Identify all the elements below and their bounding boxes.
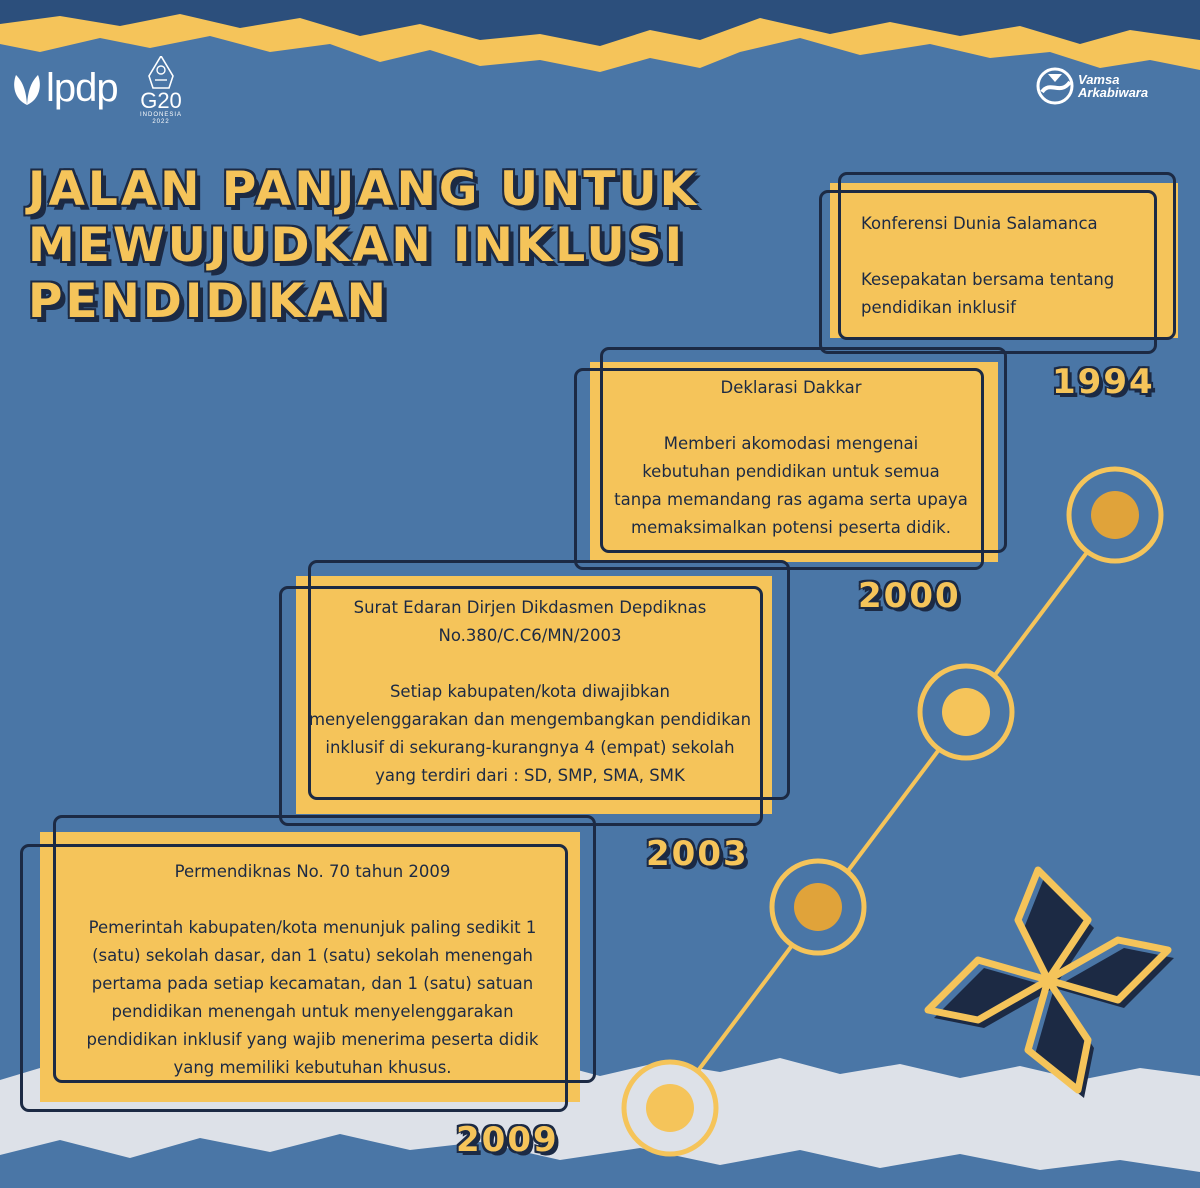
timeline-card-2000-text bbox=[586, 374, 996, 542]
card-2009-body-line: pendidikan inklusif yang wajib menerima peserta didik bbox=[86, 1030, 539, 1049]
timeline-node-1994 bbox=[1069, 469, 1161, 561]
card-2003-body-line: menyelenggarakan dan mengembangkan pendidikan bbox=[308, 710, 752, 729]
lpdp-wordmark: lpdp bbox=[46, 66, 118, 110]
card-1994-body-line: pendidikan inklusif bbox=[861, 298, 1016, 317]
card-2000-body-line: kebutuhan pendidikan untuk semua bbox=[642, 462, 940, 481]
vamsa-emblem-icon bbox=[1036, 66, 1074, 106]
card-2000-body-line: Memberi akomodasi mengenai bbox=[663, 434, 919, 453]
timeline-node-2003 bbox=[772, 861, 864, 953]
year-label-2003: 2003 bbox=[646, 834, 749, 874]
timeline-card-2003-text bbox=[290, 594, 770, 790]
lpdp-logo bbox=[10, 66, 118, 111]
year-label-2000: 2000 bbox=[858, 576, 961, 616]
card-2003-body-line: inklusif di sekurang-kurangnya 4 (empat) sekolah bbox=[325, 738, 735, 757]
vamsa-arkabiwara-logo bbox=[1036, 66, 1148, 106]
card-2000-heading: Deklarasi Dakkar bbox=[720, 378, 862, 397]
title-line-3: PENDIDIKAN bbox=[28, 274, 390, 329]
g20-text: G20 bbox=[140, 88, 182, 113]
card-2003-heading-line: Surat Edaran Dirjen Dikdasmen Depdiknas bbox=[353, 598, 707, 617]
card-2000-body-line: tanpa memandang ras agama serta upaya bbox=[614, 490, 968, 509]
card-2003-heading-line: No.380/C.C6/MN/2003 bbox=[438, 626, 622, 645]
g20-year: 2022 bbox=[152, 119, 170, 125]
g20-gunungan-icon bbox=[147, 56, 175, 90]
card-2000-body-line: memaksimalkan potensi peserta didik. bbox=[631, 518, 951, 537]
flower-ornament-icon bbox=[928, 870, 1174, 1098]
timeline-node-2000 bbox=[920, 666, 1012, 758]
vamsa-name-line1: Vamsa bbox=[1078, 72, 1120, 87]
year-label-2009: 2009 bbox=[456, 1120, 559, 1160]
g20-country: INDONESIA bbox=[140, 112, 183, 118]
card-2009-body-line: yang memiliki kebutuhan khusus. bbox=[173, 1058, 452, 1077]
timeline-card-2009-text bbox=[30, 858, 595, 1082]
page-title bbox=[28, 162, 699, 330]
card-2009-heading: Permendiknas No. 70 tahun 2009 bbox=[174, 862, 451, 881]
card-1994-heading: Konferensi Dunia Salamanca bbox=[861, 214, 1098, 233]
year-label-1994: 1994 bbox=[1052, 362, 1155, 402]
card-2009-body-line: (satu) sekolah dasar, dan 1 (satu) sekolah menengah bbox=[92, 946, 533, 965]
card-1994-body-line: Kesepakatan bersama tentang bbox=[861, 270, 1115, 289]
card-2003-body-line: yang terdiri dari : SD, SMP, SMA, SMK bbox=[375, 766, 685, 785]
timeline-node-2009 bbox=[624, 1062, 716, 1154]
card-2009-body-line: pendidikan menengah untuk menyelenggarakan bbox=[111, 1002, 514, 1021]
g20-logo bbox=[140, 56, 182, 126]
vamsa-name-line2: Arkabiwara bbox=[1078, 85, 1149, 100]
card-2003-body-line: Setiap kabupaten/kota diwajibkan bbox=[389, 682, 671, 701]
card-2009-body-line: pertama pada setiap kecamatan, dan 1 (satu) satuan bbox=[91, 974, 534, 993]
card-2009-body-line: Pemerintah kabupaten/kota menunjuk paling sedikit 1 bbox=[88, 918, 537, 937]
title-line-1: JALAN PANJANG UNTUK bbox=[28, 162, 700, 217]
title-line-2: MEWUJUDKAN INKLUSI bbox=[28, 218, 686, 273]
timeline-card-1994-text bbox=[861, 210, 1161, 322]
leaf-icon bbox=[10, 71, 44, 107]
